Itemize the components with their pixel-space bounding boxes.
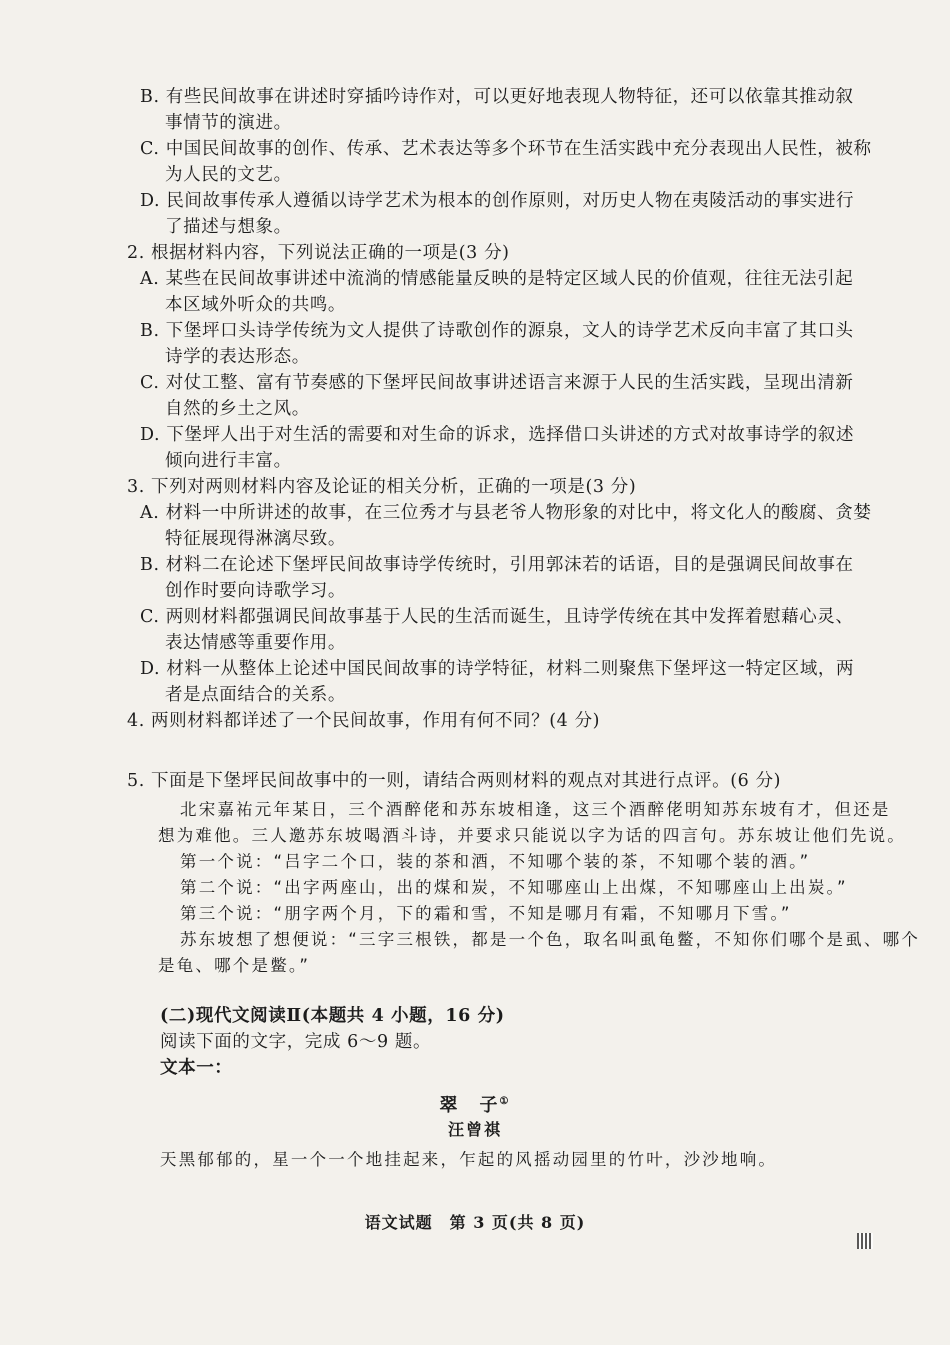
text-line: 特征展现得淋漓尽致。 (165, 529, 346, 549)
text-line: 本区域外听众的共鸣。 (165, 295, 346, 315)
text-line: 文本一： (160, 1058, 233, 1078)
text-line: 2. 根据材料内容，下列说法正确的一项是(3 分) (127, 243, 510, 263)
text-line: 阅读下面的文字，完成 6～9 题。 (160, 1032, 432, 1052)
text-line: 创作时要向诗歌学习。 (165, 581, 346, 601)
text-line: 苏东坡想了想便说：“三字三根铁，都是一个色，取名叫虱龟鳖，不知你们哪个是虱、哪个 (180, 930, 921, 949)
text-title (0, 1089, 950, 1119)
text-line: C. 对仗工整、富有节奏感的下堡坪民间故事讲述语言来源于人民的生活实践，呈现出清新 (140, 373, 854, 393)
text-line: 5. 下面是下堡坪民间故事中的一则，请结合两则材料的观点对其进行点评。(6 分) (127, 771, 782, 791)
qr-code-icon (857, 1233, 873, 1249)
page-footer: 语文试题 第 3 页(共 8 页) (364, 1213, 586, 1232)
text-line: 想为难他。三人邀苏东坡喝酒斗诗，并要求只能说以字为话的四言句。苏东坡让他们先说。 (158, 826, 906, 845)
text-line: B. 有些民间故事在讲述时穿插吟诗作对，可以更好地表现人物特征，还可以依靠其推动叙 (140, 87, 854, 107)
text-line: 表达情感等重要作用。 (165, 633, 346, 653)
text-line: (二)现代文阅读Ⅱ(本题共 4 小题，16 分) (160, 1006, 505, 1026)
text-line: 第三个说：“朋字两个月，下的霜和雪，不知是哪月有霜，不知哪月下雪。” (180, 904, 792, 923)
footnote-mark: ① (499, 1096, 511, 1107)
text-line: 是龟、哪个是鳖。” (158, 956, 311, 975)
text-line: 自然的乡土之风。 (165, 399, 310, 419)
text-line: 第一个说：“吕字二个口，装的茶和酒，不知哪个装的茶，不知哪个装的酒。” (180, 852, 811, 871)
text-line: 4. 两则材料都详述了一个民间故事，作用有何不同？(4 分) (127, 711, 601, 731)
text-line: 天黑郁郁的，星一个一个地挂起来，乍起的风摇动园里的竹叶，沙沙地响。 (160, 1150, 778, 1169)
title-text: 翠 子 (439, 1095, 500, 1116)
text-line: 第二个说：“出字两座山，出的煤和炭，不知哪座山上出煤，不知哪座山上出炭。” (180, 878, 848, 897)
text-line: B. 下堡坪口头诗学传统为文人提供了诗歌创作的源泉，文人的诗学艺术反向丰富了其口头 (140, 321, 854, 341)
text-line: 事情节的演进。 (165, 113, 292, 133)
text-line: C. 中国民间故事的创作、传承、艺术表达等多个环节在生活实践中充分表现出人民性，被称 (140, 139, 872, 159)
author: 汪曾祺 (447, 1120, 502, 1139)
text-line: D. 材料一从整体上论述中国民间故事的诗学特征，材料二则聚焦下堡坪这一特定区域，两 (140, 659, 855, 679)
text-line: 倾向进行丰富。 (165, 451, 292, 471)
text-line: 者是点面结合的关系。 (165, 685, 346, 705)
text-line: D. 民间故事传承人遵循以诗学艺术为根本的创作原则，对历史人物在夷陵活动的事实进行 (140, 191, 855, 211)
text-line: C. 两则材料都强调民间故事基于人民的生活而诞生，且诗学传统在其中发挥着慰藉心灵、 (140, 607, 854, 627)
text-line: 了描述与想象。 (165, 217, 292, 237)
text-line: A. 某些在民间故事讲述中流淌的情感能量反映的是特定区域人民的价值观，往往无法引起 (140, 269, 854, 289)
text-line: 3. 下列对两则材料内容及论证的相关分析，正确的一项是(3 分) (127, 477, 637, 497)
text-line: 北宋嘉祐元年某日，三个酒醉佬和苏东坡相逢，这三个酒醉佬明知苏东坡有才，但还是 (180, 800, 891, 819)
text-line: A. 材料一中所讲述的故事，在三位秀才与县老爷人物形象的对比中，将文化人的酸腐、贪婪 (140, 503, 872, 523)
text-line: D. 下堡坪人出于对生活的需要和对生命的诉求，选择借口头讲述的方式对故事诗学的叙述 (140, 425, 855, 445)
text-line: 诗学的表达形态。 (165, 347, 310, 367)
text-line: 为人民的文艺。 (165, 165, 292, 185)
text-line: B. 材料二在论述下堡坪民间故事诗学传统时，引用郭沫若的话语，目的是强调民间故事在 (140, 555, 854, 575)
